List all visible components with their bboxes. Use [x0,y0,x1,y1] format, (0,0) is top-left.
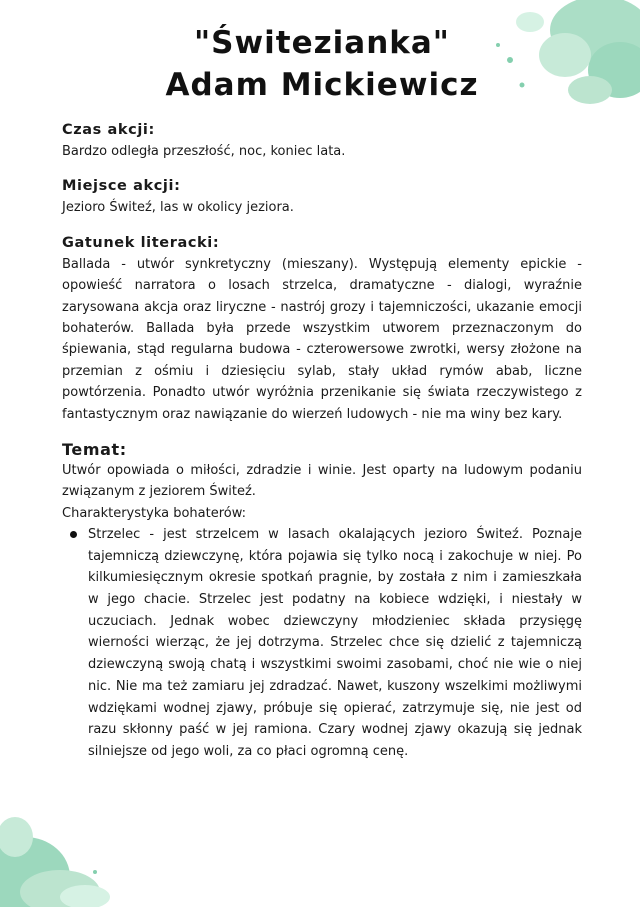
section-text: Ballada - utwór synkretyczny (mieszany). Występują elementy epickie - opowieść narratora o losach strzelca, dramatyczne - dialogi, wyraźnie zarysowana akcja oraz liryczne - nastrój grozy i tajemniczości, ukazanie emocji bohaterów. Ballada była przede wszystkim utworem przeznaczonym do śpiewania, stąd regularna budowa - czterowersowe zwrotki, wersy złożone na przemian z ośmiu i dziesięciu sylab, stały układ rymów abab, liczne powtórzenia. Ponadto utwór wyróżnia przenikanie się świata rzeczywistego z fantastycznym oraz nawiązanie do wierzeń ludowych - nie ma winy bez kary. [62,256,582,422]
section-label: Temat: [62,440,127,460]
section-label: Miejsce akcji: [62,178,181,195]
section-text: Jezioro Świteź, las w okolicy jeziora. [62,200,294,216]
title-author: Adam Mickiewicz [165,67,479,103]
section-temat [62,439,582,763]
title-work: "Świtezianka" [194,25,450,61]
section-miejsce-akcji [62,176,582,218]
notes-page [62,22,582,777]
section-text: Bardzo odległa przeszłość, noc, koniec lata. [62,144,346,159]
character-item-strzelec: Strzelec - jest strzelcem w lasach okalających jezioro Świteź. Poznaje tajemniczą dziewczynę, która pojawia się tylko nocą i zakochuje w niej. Po kilkumiesięcznym okresie spotkań pragnie, by została z nim i zamieszkała w jego chacie. Strzelec jest podatny na kobiece wdzięki, i niestały w uczuciach. Jednak wobec dziewczyny młodzieniec składa przysięgę wierności wierząc, że jej dotrzyma. Strzelec chce się dzielić z tajemniczą dziewczyną swoją chatą i wszystkimi swoimi zasobami, choć nie wie o niej nic. Nie ma też zamiaru jej zdradzać. Nawet, kuszony wszelkimi możliwymi wdziękami wodnej zjawy, próbuje się opierać, zatrzymuje się, nie jest od razu skłonny paść w jej ramiona. Czary wodnej zjawy okazują się jednak silniejsze od jego woli, za co płaci ogromną cenę. [88,524,582,763]
section-czas-akcji [62,120,582,162]
section-gatunek [62,233,582,425]
page-title [62,22,582,106]
character-list [62,524,582,763]
watercolor-splash-bottom-left [0,797,130,907]
section-text: Utwór opowiada o miłości, zdradzie i winie. Jest oparty na ludowym podaniu związanym z jeziorem Świteź. [62,463,582,500]
characters-subheading: Charakterystyka bohaterów: [62,505,247,521]
section-label: Gatunek literacki: [62,234,220,251]
section-label: Czas akcji: [62,122,155,138]
